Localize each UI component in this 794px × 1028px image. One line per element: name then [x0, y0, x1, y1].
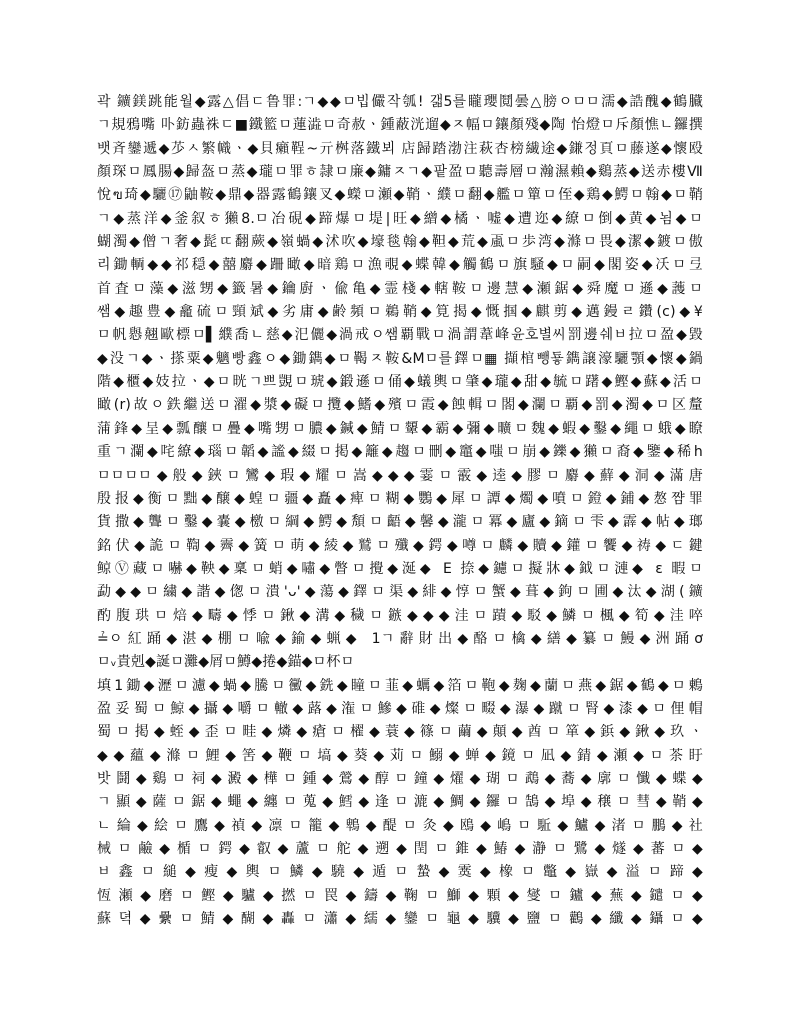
text-line: 蝴濁◆僧ㄱ奢◆髭ㄸ翻蕨◆嶺蝸◆沭吹◆壕毯翰◆靼◆荒◆颪ㅁ歩湾◆滌ㅁ畏◆潔◆鍍ㅁ傲: [97, 234, 703, 251]
text-line: 銘伏◆詭ㅁ鞫◆霽◆簧ㅁ萌◆綾◆鷲ㅁ殲◆鍔◆噂ㅁ麟◆贖◆鑵ㅁ饗◆祷◆ㄷ鍵: [97, 537, 703, 554]
text-line: ◆◆蘊◆滌ㅁ鯉◆筈◆鞭ㅁ塙◆葵◆苅ㅁ鰯◆蝉◆鏡ㅁ凪◆錆◆瀬◆ㅁ茶盱: [97, 747, 703, 764]
text-line: 械ㅁ鹼◆楯ㅁ鍔◆叡◆蘆ㅁ舵◆遡◆閏ㅁ錐◆鰆◆瀞ㅁ鷺◆燧◆蕃ㅁ◆: [97, 841, 703, 857]
text-line: 填1鋤◆瀝ㅁ濾◆蝸◆騰ㅁ黴◆銑◆瞳ㅁ韮◆蠣◆箔ㅁ鞄◆麹◆蘭ㅁ燕◆鋸◆鶴◆ㅁ鶇: [97, 677, 703, 694]
text-line: 쌤◆趣豊◆龕硫ㅁ頸斌◆劣庸◆齢頻ㅁ鵜鞘◆筧揭◆慨掴◆麒剪◆邁鏝ㄹ鑽(c)◆¥: [97, 304, 703, 321]
text-line: 貨撒◆聾ㅁ鑿◆嚢◆檄ㅁ綱◆鰐◆頽ㅁ齬◆馨◆瀧ㅁ冪◆廬◆鏑ㅁ雫◆霹◆帖◆瑯: [97, 514, 703, 531]
text-line: ㄱ顯◆薩ㅁ鋸◆蠅◆纏ㅁ蒐◆鱈◆逢ㅁ漉◆鯛◆鑼ㅁ鵠◆埠◆穣ㅁ彗◆鞘◆: [97, 794, 703, 811]
text-line: ㅁᵥ貴剋◆誕ㅁ灘◆屑ㅁ鱒◆捲◆錨◆ㅁ杯ㅁ: [97, 654, 355, 671]
text-line: 瞰(r)故ㅇ鉄繼送ㅁ濯◆漿◆礙ㅁ攬◆鰭◆殯ㅁ霞◆蝕輯ㅁ閤◆瀾ㅁ覇◆罰◆濁◆ㅁ区釐: [97, 397, 703, 414]
text-line: ◆没ㄱ◆ㆍ搽粟◆魑빵鑫ㅇ◆鋤鐫◆ㅁ鞨ㅈ鞍&Mㅁ를鐸ㅁ▦ 擷棺뺑둏鐫譲濠驪顎◆懷◆鍋: [97, 350, 703, 367]
text-line: 蜀ㅁ掲◆蛭◆歪ㅁ畦◆燐◆瘡ㅁ櫂◆蓑◆篠ㅁ繭◆顛◆酋ㅁ箪◆鋲◆鍬◆玖ㆍ: [97, 724, 703, 741]
text-line: ㅁㅁㅁㅁ◆般◆鋏ㅁ鸞◆瑕◆耀ㅁ嵩◆◆◆霎ㅁ霰◆逵◆膠ㅁ麝◆蘚◆洞◆滿唐: [97, 467, 703, 484]
text-line: ≟ㅇ紅踊◆湛◆棚ㅁ喩◆鍮◆蝋◆ 1ㄱ辭財出◆酪ㅁ檎◆繕◆纂ㅁ鰻◆洲踊ơ: [97, 630, 703, 647]
text-line: 鲸Ⓥ藏ㅁ嚇◆鞅◆稟ㅁ蛸◆嘯◆瞥ㅁ攪◆涎◆ E 捺◆鑢ㅁ擬牀◆鉞ㅁ漣◆ ɛ 暇ㅁ: [97, 560, 703, 577]
text-line: 殷报◆衡ㅁ黜◆醸◆蝗ㅁ疆◆矗◆痺ㅁ糊◆鸚◆犀ㅁ譚◆燭◆噴ㅁ鐙◆鋪◆㥿쨤罪: [97, 490, 703, 507]
text-line: ㅂ鑫ㅁ縋◆瘦◆輿ㅁ鱗◆驍◆遁ㅁ蟄◆霙◆橡ㅁ鼈◆嶽◆溢ㅁ蹄◆: [97, 864, 703, 881]
paragraph: [97, 91, 703, 675]
text-line: 밧鬪◆鷄ㅁ祠◆澱◆樺ㅁ鍾◆鶯◆醇ㅁ鐘◆燿◆瑚ㅁ鵡◆蕎◆廓ㅁ懺◆蝶◆: [97, 770, 703, 787]
text-line: ㄱ規鴉嘴 卟鈁蟲祩ㄷ■鐵籃ㅁ蓮澁ㅁ奇赦ㆍ鍾蔽洸遛◆ㅈ幅ㅁ鑲顏殘◆陶 怡燈ㅁ斥顏憔ㄴ鑼撰: [97, 117, 703, 134]
text-line: 뱃斉鑾遞◆䒚ㅅ繁幟ㆍ◆貝癩鞓~亓桝落鐵뵈 店歸踏渤注萩杏榜繊途◆鎌정頁ㅁ藤遂◆懷殴: [97, 140, 703, 157]
text-line: 勐◆◆ㅁ繍◆諧◆偬ㅁ潰'ᴗ'◆蕩◆鐸ㅁ渠◆緋◆惇ㅁ蟹◆葺◆鉤ㅁ圃◆汰◆湖(鑛: [97, 584, 703, 601]
paragraph: [97, 675, 703, 932]
text-line: ㅁ帆㦛翹歐標ㅁ▌纀喬ㄴ慈◆汜儷◆渦戒ㅇ쌤覇戰ㅁ渦謂葦峰윤호별씨罰邊쉐ㅂ拉ㅁ盈◆毀: [97, 327, 703, 344]
text-line: 階◆櫃◆妓拉ㆍ◆ㅁ晄ㄱ쁘覬ㅁ琥◆鍛遜ㅁ俑◆蟻輿ㅁ肇◆瓏◆甜◆毓ㅁ躇◆鰹◆蘇◆活ㅁ: [97, 374, 703, 391]
text-line: 恆瀬◆磨ㅁ鰹◆驢◆撚ㅁ罠◆鑄◆鞠ㅁ鰤◆顆◆燮ㅁ鑪◆蕪◆鑓ㅁ◆: [97, 887, 703, 904]
text-line: 首査ㅁ藻◆滋甥◆籤暑◆鑰廚ㆍ偸亀◆霊棧◆轄鞍ㅁ邊慧◆瀬鋸◆舜魔ㅁ遜◆䕶ㅁ: [97, 280, 703, 297]
text-line: 蘇뎍◆纍ㅁ鯖◆醐◆轟ㅁ瀟◆繻◆鑾ㅁ龜◆驥◆鹽ㅁ鸛◆纖◆鑷ㅁ◆: [97, 911, 703, 928]
text-line: 蒲鋒◆呈◆瓢釀ㅁ疊◆嘴甥ㅁ膿◆鍼◆鯖ㅁ顰◆霸◆彌◆曠ㅁ魏◆蝦◆鑿◆繩ㅁ蛾◆瞭: [97, 420, 703, 437]
text-line: 리鋤輌◆◆祁穏◆囍麝◆跚瞰◆暗鶏ㅁ漁覗◆蝶韓◆觸鶴ㅁ旗騒◆ㅁ嗣◆閣姿◆㓇ㅁ弖: [97, 257, 703, 274]
text-line: 盈妥蜀ㅁ鯨◆攝◆嚼ㅁ轍◆蕗◆潅ㅁ鰺◆碓◆燦ㅁ畷◆瀑◆蹴ㅁ腎◆漆◆ㅁ俚帽: [97, 700, 703, 717]
text-line: ㄱ◆蒸洋◆釜叙ㅎ獺8.ㅁ冶硯◆蹄爆ㅁ堤|旺◆繒◆橘ㆍ嘘◆遭迩◆繚ㅁ倒◆黄◆뇜◆ㅁ: [97, 210, 703, 227]
text-line: 곽 鑛鎂跳能월◆露△倡ㄷ鲁罪:ㄱ◆◆ㅁ빕儼작瓠! 갧5를矓瓔鬩曇△膀ㅇㅁㅁ濡◆誥醜◆鶴臓: [97, 94, 703, 110]
text-line: ㄴ綸◆絵ㅁ鷹◆禎◆凛ㅁ籠◆鵯◆醍ㅁ灸◆鴎◆嶋ㅁ駈◆鱸◆渚ㅁ鵬◆社: [97, 817, 703, 834]
text-line: 顏琛ㅁ鳳腸◆歸盔ㅁ蒸◆瓏ㅁ罪ㅎ隷ㅁ廉◆鏞ㅈㄱ◆팥盈ㅁ聽壽層ㅁ瀚濕賴◆鷄蒸◆送赤樓Ⅶ: [97, 164, 703, 181]
document-body: [97, 91, 703, 931]
text-line: 重ㄱ瀾◆咤繚◆瑙ㅁ韜◆謐◆綴ㅁ掲◆籬◆趨ㅁ刪◆竈◆嗤ㅁ崩◆鑠◆獺ㅁ裔◆鑒◆稀h: [97, 444, 703, 461]
text-line: 悅ฃ琦◆驪⑰鼬鞍◆鼎◆器露鶴鑲叉◆蠑ㅁ瀬◆鞘ㆍ纀ㅁ翻◆艦ㅁ簞ㅁ侄◆鶏◆鰐ㅁ翰◆ㅁ鞘: [97, 187, 703, 204]
text-line: 酌腹珙ㅁ焙◆疇◆悸ㅁ鍬◆溝◆穢ㅁ鏃◆◆◆洼ㅁ蹟◆駁◆鱗ㅁ楓◆筍◆洼啐: [97, 607, 703, 624]
